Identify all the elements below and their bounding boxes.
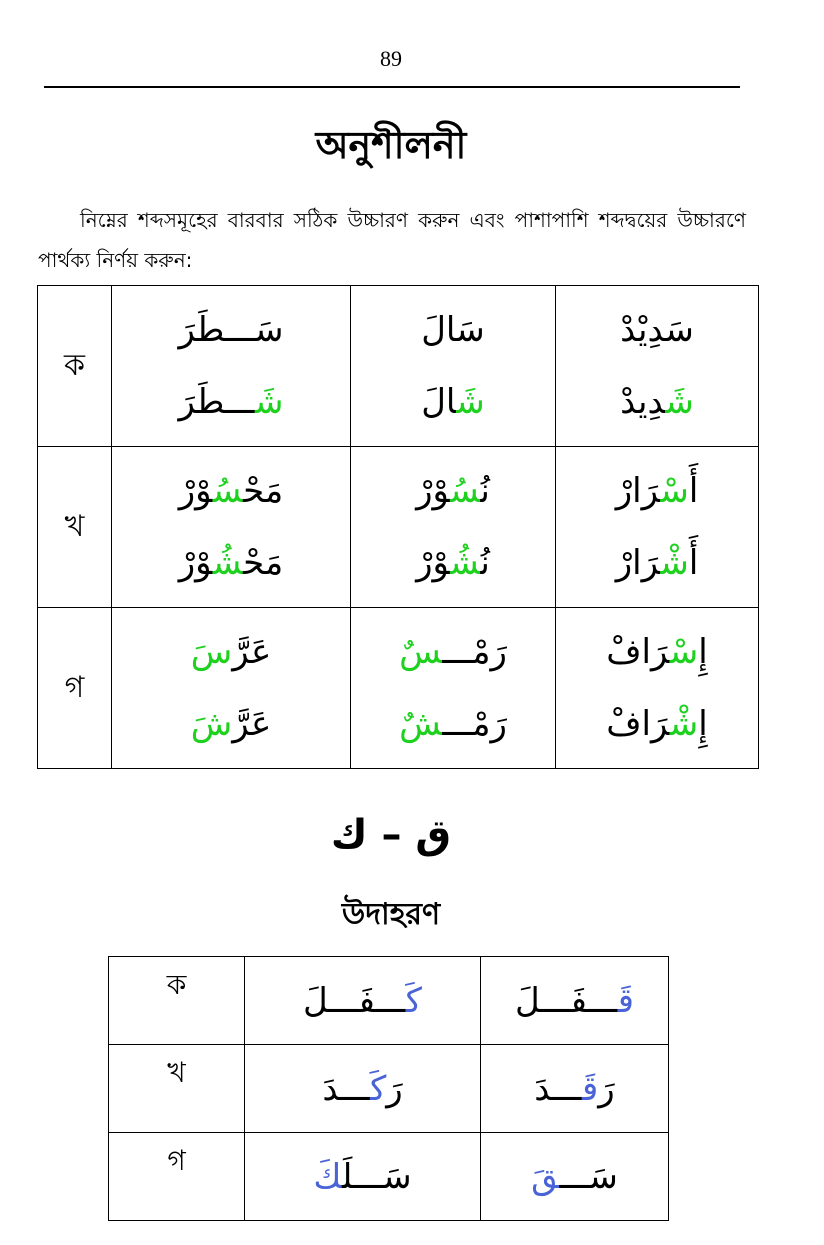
example-cell — [481, 1045, 669, 1133]
row-label: ক — [109, 957, 245, 1045]
instructions: নিম্নের শব্দসমূহের বারবার সঠিক উচ্চারণ করুন এবং পাশাপাশি শব্দদ্বয়ের উচ্চারণে পার্থক্য নির্ণয় করুন: — [38, 208, 746, 272]
arabic-word: سَـــطَرَ — [178, 310, 284, 350]
example-cell — [245, 957, 481, 1045]
exercise-table — [37, 285, 759, 769]
page-number: 89 — [380, 46, 402, 71]
example-cell — [245, 1045, 481, 1133]
word-pair-cell — [351, 286, 556, 447]
table-row — [109, 1133, 669, 1221]
arabic-word: أَسْرَارْ — [615, 471, 699, 511]
row-label: খ — [109, 1045, 245, 1133]
arabic-word: شَدِيدْ — [620, 382, 694, 422]
arabic-word: رَكَـــدَ — [322, 1068, 403, 1109]
example-heading: উদাহরণ — [341, 897, 441, 932]
arabic-word: نُسُوْرْ — [416, 471, 490, 511]
arabic-word: شَالَ — [421, 382, 485, 422]
row-label: ক — [38, 286, 112, 447]
arabic-word: رَقَـــدَ — [534, 1068, 615, 1109]
table-row — [109, 1045, 669, 1133]
row-label: গ — [38, 608, 112, 769]
example-table — [108, 956, 669, 1221]
table-row — [38, 608, 759, 769]
word-pair-cell — [351, 447, 556, 608]
arabic-word: نُشُوْرْ — [416, 543, 490, 583]
table-row — [109, 957, 669, 1045]
example-cell — [481, 1133, 669, 1221]
arabic-word: عَرَّشَ — [190, 704, 272, 744]
arabic-word: سَـــلَكَ — [313, 1156, 412, 1197]
arabic-word: إِسْرَافْ — [606, 632, 708, 672]
arabic-word: قَـــفَـــلَ — [515, 980, 634, 1021]
word-pair-cell — [556, 447, 759, 608]
arabic-word: إِشْرَافْ — [606, 704, 708, 744]
arabic-word: رَمْـــشٌ — [399, 704, 507, 744]
table-row — [38, 286, 759, 447]
arabic-word: سَـــقَ — [531, 1156, 618, 1197]
word-pair-cell — [556, 286, 759, 447]
page-title: অনুশীলনী — [315, 123, 467, 167]
table-row — [38, 447, 759, 608]
arabic-word: سَدِيْدْ — [620, 310, 694, 350]
arabic-word: أَشْرَارْ — [615, 543, 699, 583]
arabic-word: كَـــفَـــلَ — [303, 980, 422, 1021]
letters-heading: ق – ك — [330, 812, 452, 858]
arabic-word: عَرَّسَ — [190, 632, 272, 672]
row-label: খ — [38, 447, 112, 608]
arabic-word: مَحْسُوْرْ — [178, 471, 284, 511]
arabic-word: مَحْشُوْرْ — [178, 543, 284, 583]
arabic-word: شَـــطَرَ — [178, 382, 284, 422]
arabic-word: سَالَ — [421, 310, 485, 350]
word-pair-cell — [112, 447, 351, 608]
arabic-word: رَمْـــسٌ — [399, 632, 507, 672]
header-rule — [44, 86, 740, 88]
row-label: গ — [109, 1133, 245, 1221]
word-pair-cell — [112, 608, 351, 769]
word-pair-cell — [112, 286, 351, 447]
word-pair-cell — [556, 608, 759, 769]
example-cell — [245, 1133, 481, 1221]
word-pair-cell — [351, 608, 556, 769]
example-cell — [481, 957, 669, 1045]
